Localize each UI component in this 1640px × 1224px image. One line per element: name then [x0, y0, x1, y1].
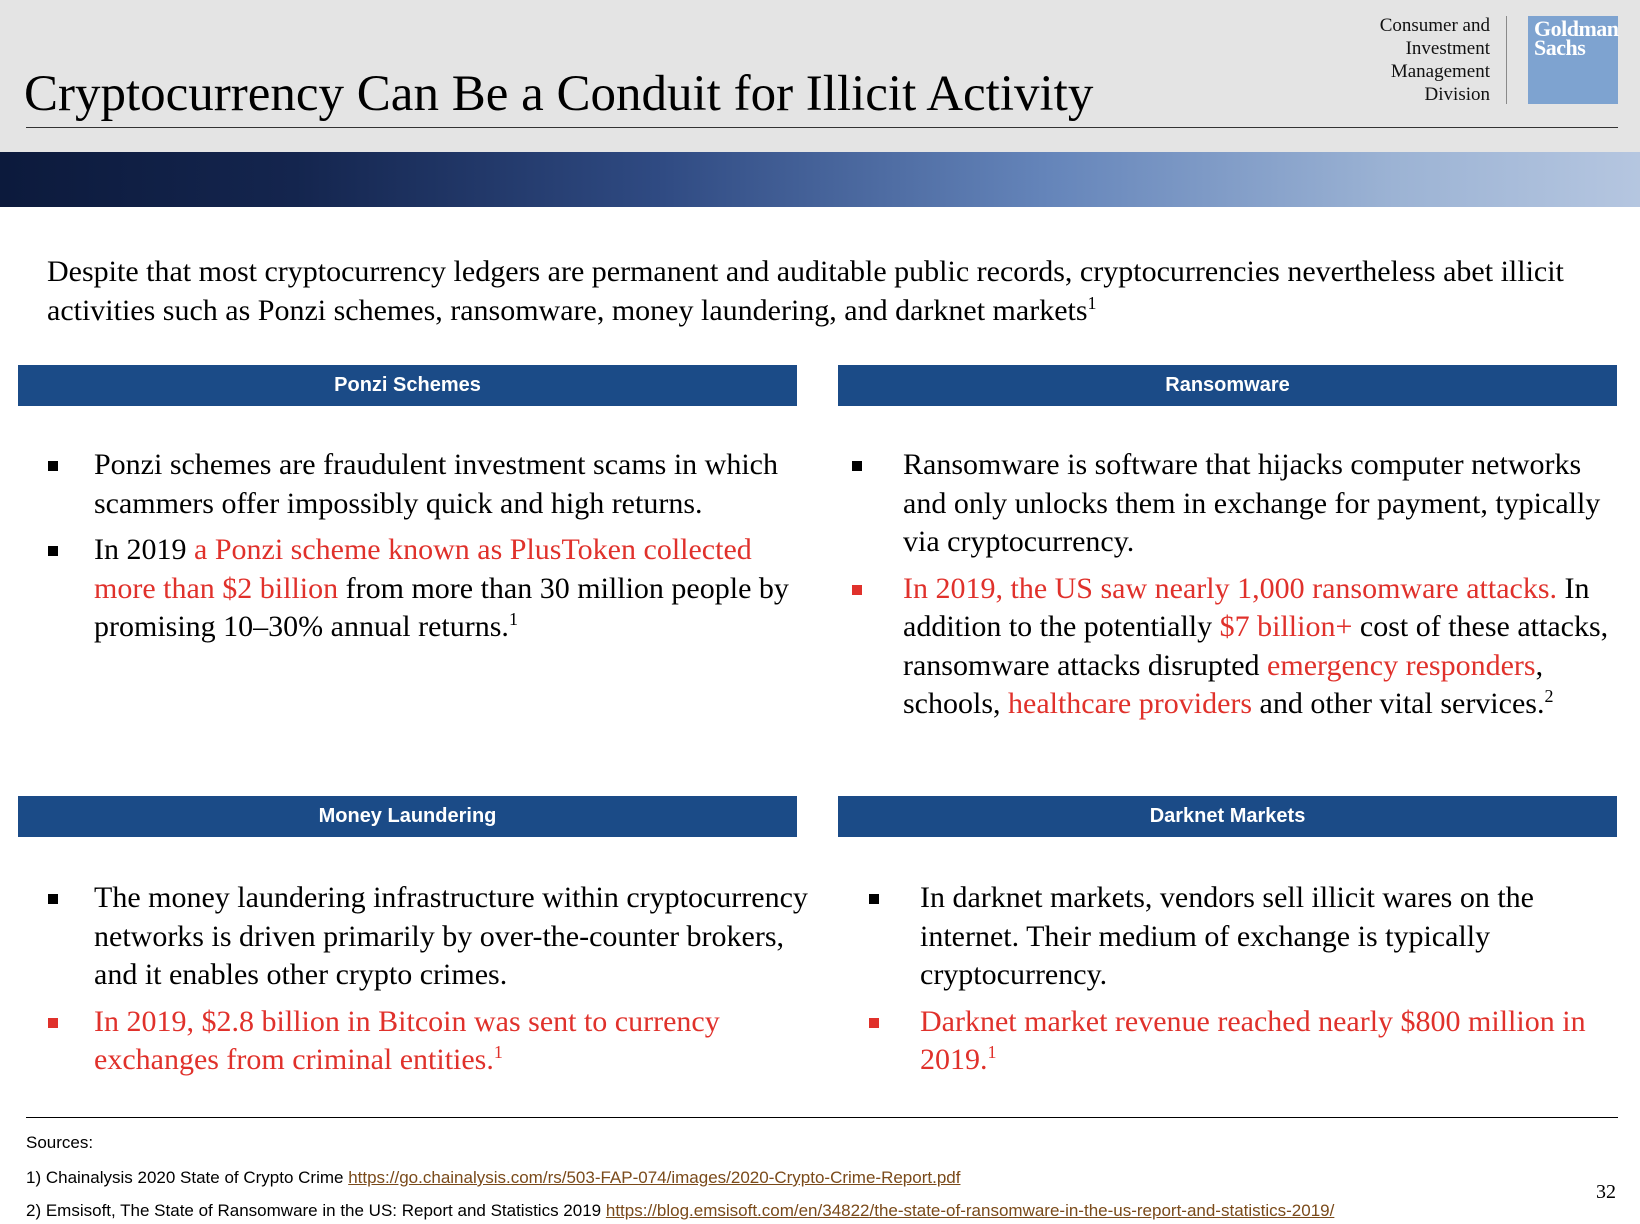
source-item: [26, 1201, 1334, 1221]
darknet-bullets: [861, 879, 1621, 1088]
bullet-item: [842, 446, 1622, 562]
footnote-ref: 2: [1544, 686, 1554, 706]
footnote-ref: 1: [987, 1042, 997, 1062]
bullet-text: cost of these attacks, ransomware attacks disrupted: [903, 610, 1609, 682]
section-heading-ransomware: Ransomware: [838, 365, 1617, 406]
bullet-text: In 2019: [94, 533, 194, 566]
gradient-band: [0, 152, 1640, 207]
source-item: [26, 1168, 960, 1188]
source-link[interactable]: https://blog.emsisoft.com/en/34822/the-state-of-ransomware-in-the-us-report-and-statistics-2019/: [605, 1201, 1335, 1220]
bullet-text: Ransomware is software that hijacks computer networks and only unlocks them in exchange for payment, typically via cryptocurrency.: [903, 448, 1601, 558]
division-line: Consumer and: [1379, 15, 1490, 36]
footer-rule: [26, 1117, 1618, 1118]
section-heading-ponzi: Ponzi Schemes: [18, 365, 797, 406]
bullet-text: from more than 30 million people by promising 10–30% annual returns.: [94, 571, 789, 643]
bullet-text: In darknet markets, vendors sell illicit wares on the internet. Their medium of exchange is typically cryptocurrency.: [920, 881, 1534, 991]
footnote-ref: 1: [1087, 293, 1097, 313]
footnote-ref: 1: [508, 609, 518, 629]
page-number: 32: [1596, 1181, 1616, 1203]
bullet-item: [36, 531, 796, 647]
highlight-text: healthcare providers: [1008, 687, 1253, 720]
highlight-text: In 2019, the US saw nearly 1,000 ransomware attacks.: [903, 571, 1557, 605]
bullet-item: [36, 879, 816, 995]
intro-text: Despite that most cryptocurrency ledgers are permanent and auditable public records, cryptocurrencies nevertheless abet illicit activities such as Ponzi schemes, ransomware, money laundering, and darknet markets: [47, 255, 1564, 327]
division-line: Investment: [1405, 38, 1490, 59]
highlight-text: $7 billion+: [1219, 610, 1353, 643]
ransomware-bullets: [842, 446, 1622, 732]
source-label: 1) Chainalysis 2020 State of Crypto Crime: [26, 1168, 349, 1187]
intro-paragraph: [47, 252, 1617, 330]
sources-label: Sources:: [26, 1133, 94, 1152]
bullet-text: and other vital services.: [1252, 687, 1545, 720]
section-heading-darknet: Darknet Markets: [838, 796, 1617, 837]
highlight-text: a Ponzi scheme known as PlusToken collected more than $2 billion: [94, 533, 752, 605]
bullet-item: [861, 1003, 1621, 1080]
logo-text: Goldman Sachs: [1534, 16, 1619, 60]
source-link[interactable]: https://go.chainalysis.com/rs/503-FAP-074/images/2020-Crypto-Crime-Report.pdf: [348, 1168, 961, 1187]
bullet-text: , schools,: [903, 648, 1544, 720]
bullet-text: Ponzi schemes are fraudulent investment scams in which scammers offer impossibly quick and high returns.: [94, 448, 778, 520]
page-title: Cryptocurrency Can Be a Conduit for Illicit Activity: [24, 66, 1094, 122]
bullet-item: [861, 879, 1621, 995]
bullet-text: In addition to the potentially: [903, 571, 1590, 643]
ponzi-bullets: [36, 446, 796, 655]
bullet-item: [36, 1003, 816, 1080]
division-line: Division: [1424, 84, 1490, 105]
highlight-text: In 2019, $2.8 billion in Bitcoin was sent to currency exchanges from criminal entities.: [94, 1004, 720, 1076]
division-line: Management: [1390, 61, 1490, 82]
highlight-text: emergency responders: [1267, 648, 1536, 682]
section-heading-laundering: Money Laundering: [18, 796, 797, 837]
bullet-text: The money laundering infrastructure within cryptocurrency networks is driven primarily by over-the-counter brokers, and it enables other crypto crimes.: [94, 881, 808, 991]
logo-divider: [1506, 16, 1507, 104]
division-label: [1380, 14, 1490, 106]
highlight-text: Darknet market revenue reached nearly $800 million in 2019.: [920, 1004, 1586, 1076]
laundering-bullets: [36, 879, 816, 1088]
footnote-ref: 1: [493, 1042, 503, 1062]
source-label: 2) Emsisoft, The State of Ransomware in the US: Report and Statistics 2019: [26, 1201, 606, 1220]
title-underline: [26, 127, 1618, 128]
goldman-sachs-logo: [1528, 16, 1618, 104]
bullet-item: [842, 570, 1622, 724]
bullet-item: [36, 446, 796, 523]
